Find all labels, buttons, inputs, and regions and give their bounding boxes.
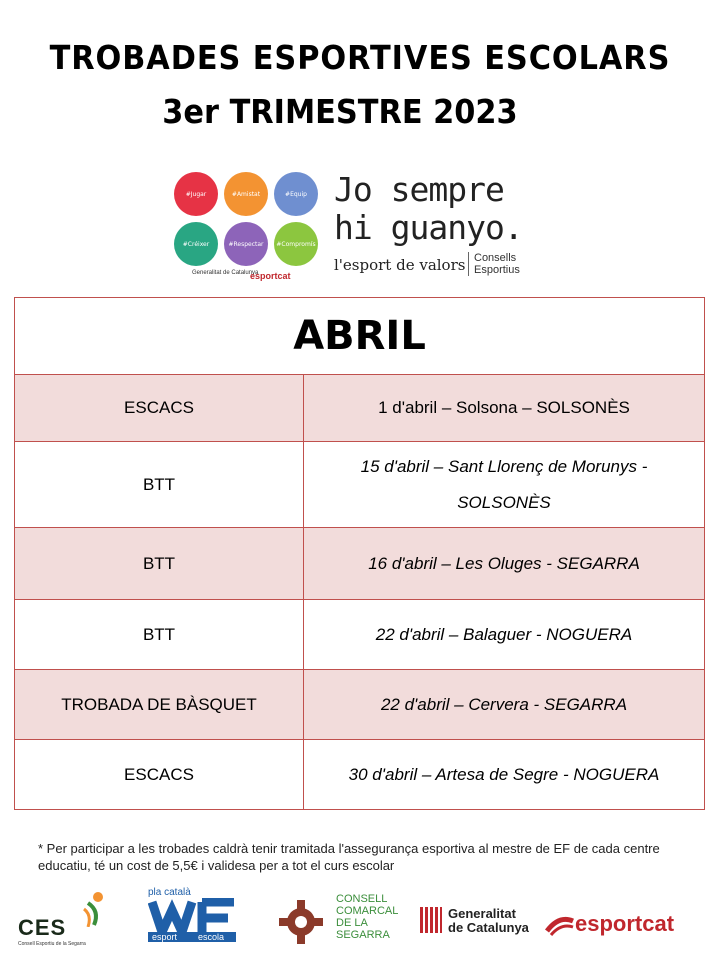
mini-esportcat-logo: esportcat	[250, 271, 291, 281]
consells-line1: Consells	[474, 252, 517, 264]
value-dot-amistat: #Amistat	[224, 172, 268, 216]
sport-cell: BTT	[15, 442, 304, 528]
gen-line1: Generalitat	[448, 906, 516, 921]
ces-text: CES	[18, 915, 67, 940]
ccs-line2: COMARCAL	[336, 905, 399, 917]
value-dot-compromis: #Compromís	[274, 222, 318, 266]
mini-generalitat-logo: Generalitat de Catalunya	[192, 270, 259, 276]
consells-line2: Esportius	[474, 264, 520, 276]
value-dot-equip: #Equip	[274, 172, 318, 216]
detail-cell: 16 d'abril – Les Oluges - SEGARRA	[304, 528, 705, 600]
sport-cell: BTT	[15, 528, 304, 600]
value-dot-jugar: #Jugar	[174, 172, 218, 216]
sport-cell: ESCACS	[15, 375, 304, 442]
ccs-line1: CONSELL	[336, 893, 388, 905]
pla-line3: escola	[198, 932, 225, 942]
slogan-line1: Jo sempre	[334, 170, 504, 209]
ccs-line4: SEGARRA	[336, 929, 390, 941]
detail-cell: 1 d'abril – Solsona – SOLSONÈS	[304, 375, 705, 442]
table-row	[15, 375, 705, 442]
table-row	[15, 600, 705, 670]
month-heading: ABRIL	[15, 298, 705, 375]
slogan-sub: l'esport de valors	[334, 256, 466, 274]
sponsor-footer	[0, 885, 720, 955]
detail-cell: 22 d'abril – Balaguer - NOGUERA	[304, 600, 705, 670]
senyera-icon	[420, 907, 442, 933]
detail-cell	[304, 442, 705, 528]
insurance-note: * Per participar a les trobades caldrà tenir tramitada l'assegurança esportiva al mestre de EF de cada centre educatiu, té un cost de 5,5€ i validesa per a tot el curs escolar	[38, 841, 660, 873]
page-subtitle: 3er TRIMESTRE 2023	[162, 92, 518, 131]
detail-cell: 22 d'abril – Cervera - SEGARRA	[304, 670, 705, 740]
gear-icon	[276, 897, 326, 947]
page-title: TROBADES ESPORTIVES ESCOLARS	[49, 38, 671, 77]
slogan-line2: hi guanyo.	[334, 208, 523, 247]
pla-line1: pla català	[148, 887, 191, 898]
campaign-logo	[172, 170, 542, 288]
esportcat-text: esportcat	[575, 911, 675, 936]
detail-cell: 30 d'abril – Artesa de Segre - NOGUERA	[304, 740, 705, 810]
detail-line2: SOLSONÈS	[457, 492, 551, 512]
table-row	[15, 740, 705, 810]
value-dot-respectar: #Respectar	[224, 222, 268, 266]
ces-logo	[18, 895, 86, 947]
table-row	[15, 670, 705, 740]
table-row	[15, 442, 705, 528]
runner-icon	[58, 889, 140, 927]
ces-subtitle: Consell Esportiu de la Segarra	[18, 941, 86, 947]
value-dot-creixer: #Créixer	[174, 222, 218, 266]
sport-cell: BTT	[15, 600, 304, 670]
gen-line2: de Catalunya	[448, 920, 529, 935]
sport-cell: TROBADA DE BÀSQUET	[15, 670, 304, 740]
detail-line1: 15 d'abril – Sant Llorenç de Morunys -	[360, 456, 648, 476]
pla-catala-logo	[148, 887, 240, 947]
table-row	[15, 528, 705, 600]
ccs-line3: DE LA	[336, 917, 368, 929]
consells-esportius-label	[468, 252, 520, 276]
esportcat-swoosh-icon	[545, 913, 575, 937]
calendar-table	[14, 297, 705, 810]
pla-line2: esport	[152, 932, 178, 942]
sport-cell: ESCACS	[15, 740, 304, 810]
